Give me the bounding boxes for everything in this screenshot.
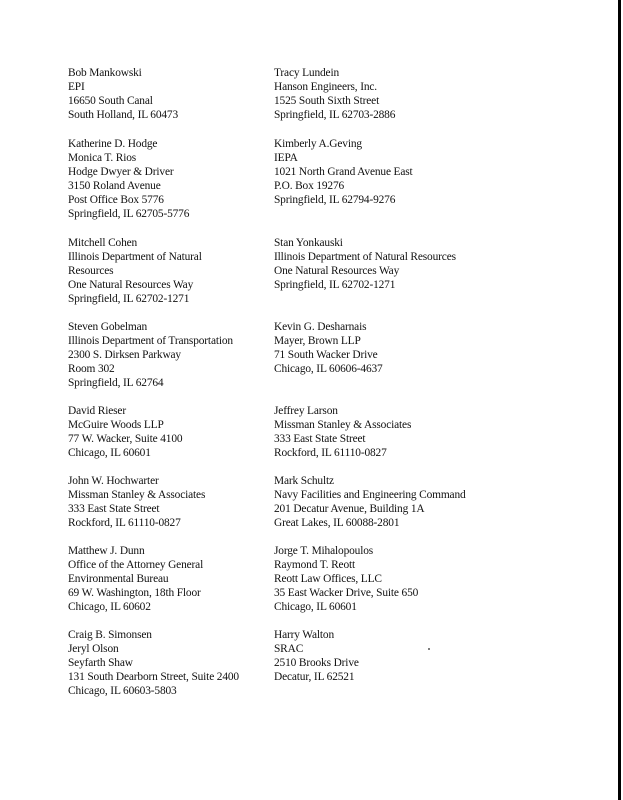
- contact-name: Katherine D. Hodge: [68, 138, 158, 150]
- address-block: [274, 236, 456, 292]
- address-line: 2510 Brooks Drive: [274, 657, 359, 669]
- address-line: Great Lakes, IL 60088-2801: [274, 517, 400, 529]
- address-line: Chicago, IL 60601: [274, 601, 357, 613]
- contact-name: Jeffrey Larson: [274, 405, 338, 417]
- address-block: [68, 628, 239, 698]
- address-line: Missman Stanley & Associates: [274, 419, 412, 431]
- address-line: Environmental Bureau: [68, 573, 169, 585]
- address-line: SRAC: [274, 643, 304, 655]
- contact-name: Mark Schultz: [274, 475, 334, 487]
- address-block: [68, 236, 202, 306]
- address-line: McGuire Woods LLP: [68, 419, 164, 431]
- address-line: Chicago, IL 60606-4637: [274, 363, 383, 375]
- address-line: 3150 Roland Avenue: [68, 180, 161, 192]
- address-line: P.O. Box 19276: [274, 180, 345, 192]
- contact-name: David Rieser: [68, 405, 126, 417]
- address-line: 35 East Wacker Drive, Suite 650: [274, 587, 419, 599]
- address-line: Springfield, IL 62703-2886: [274, 109, 396, 121]
- address-block: [274, 137, 413, 207]
- address-block: [274, 544, 418, 614]
- address-line: Room 302: [68, 363, 115, 375]
- address-block: [68, 474, 205, 530]
- address-block: [68, 137, 189, 221]
- address-line: Springfield, IL 62702-1271: [274, 279, 396, 291]
- contact-name: Jeryl Olson: [68, 643, 119, 655]
- address-line: 201 Decatur Avenue, Building 1A: [274, 503, 425, 515]
- address-line: Seyfarth Shaw: [68, 657, 133, 669]
- address-line: IEPA: [274, 152, 298, 164]
- scan-speck: [428, 648, 430, 650]
- address-line: 71 South Wacker Drive: [274, 349, 378, 361]
- address-line: 69 W. Washington, 18th Floor: [68, 587, 201, 599]
- address-line: Chicago, IL 60603-5803: [68, 685, 177, 697]
- address-line: Springfield, IL 62764: [68, 377, 164, 389]
- address-line: 2300 S. Dirksen Parkway: [68, 349, 181, 361]
- address-block: [274, 404, 411, 460]
- address-line: Illinois Department of Natural: [68, 251, 202, 263]
- address-line: Decatur, IL 62521: [274, 671, 355, 683]
- address-block: [68, 66, 178, 122]
- address-line: Mayer, Brown LLP: [274, 335, 361, 347]
- address-line: South Holland, IL 60473: [68, 109, 179, 121]
- address-line: Hanson Engineers, Inc.: [274, 81, 377, 93]
- address-line: 131 South Dearborn Street, Suite 2400: [68, 671, 239, 683]
- address-line: Springfield, IL 62705-5776: [68, 208, 190, 220]
- address-line: One Natural Resources Way: [68, 279, 194, 291]
- address-line: 333 East State Street: [274, 433, 366, 445]
- address-block: [68, 320, 233, 390]
- address-line: 333 East State Street: [68, 503, 160, 515]
- address-line: Navy Facilities and Engineering Command: [274, 489, 466, 501]
- address-block: [274, 474, 466, 530]
- scan-edge-line: [618, 0, 621, 800]
- address-line: Chicago, IL 60601: [68, 447, 151, 459]
- contact-name: Craig B. Simonsen: [68, 629, 152, 641]
- contact-name: Harry Walton: [274, 629, 335, 641]
- address-line: 77 W. Wacker, Suite 4100: [68, 433, 183, 445]
- address-line: Chicago, IL 60602: [68, 601, 151, 613]
- address-block: [68, 404, 182, 460]
- address-line: Illinois Department of Transportation: [68, 335, 233, 347]
- contact-name: Stan Yonkauski: [274, 237, 343, 249]
- address-line: Resources: [68, 265, 114, 277]
- address-line: One Natural Resources Way: [274, 265, 400, 277]
- contact-name: Tracy Lundein: [274, 67, 340, 79]
- address-line: 1021 North Grand Avenue East: [274, 166, 413, 178]
- contact-name: Monica T. Rios: [68, 152, 137, 164]
- address-line: 1525 South Sixth Street: [274, 95, 380, 107]
- address-line: Illinois Department of Natural Resources: [274, 251, 456, 263]
- address-line: Rockford, IL 61110-0827: [68, 517, 181, 529]
- contact-name: Jorge T. Mihalopoulos: [274, 545, 374, 557]
- contact-name: Kimberly A.Geving: [274, 138, 362, 150]
- address-line: Hodge Dwyer & Driver: [68, 166, 174, 178]
- address-line: 16650 South Canal: [68, 95, 153, 107]
- address-line: Office of the Attorney General: [68, 559, 204, 571]
- contact-name: Kevin G. Desharnais: [274, 321, 367, 333]
- address-block: [274, 320, 383, 376]
- address-line: Springfield, IL 62702-1271: [68, 293, 190, 305]
- address-line: Post Office Box 5776: [68, 194, 164, 206]
- contact-name: Mitchell Cohen: [68, 237, 138, 249]
- address-block: [274, 66, 395, 122]
- address-line: Reott Law Offices, LLC: [274, 573, 382, 585]
- contact-name: Raymond T. Reott: [274, 559, 356, 571]
- address-line: EPI: [68, 81, 85, 93]
- address-line: Rockford, IL 61110-0827: [274, 447, 387, 459]
- address-line: Missman Stanley & Associates: [68, 489, 206, 501]
- contact-name: Matthew J. Dunn: [68, 545, 145, 557]
- contact-name: Steven Gobelman: [68, 321, 148, 333]
- address-line: Springfield, IL 62794-9276: [274, 194, 396, 206]
- address-block: [68, 544, 203, 614]
- contact-name: John W. Hochwarter: [68, 475, 159, 487]
- contact-name: Bob Mankowski: [68, 67, 142, 79]
- address-block: [274, 628, 359, 684]
